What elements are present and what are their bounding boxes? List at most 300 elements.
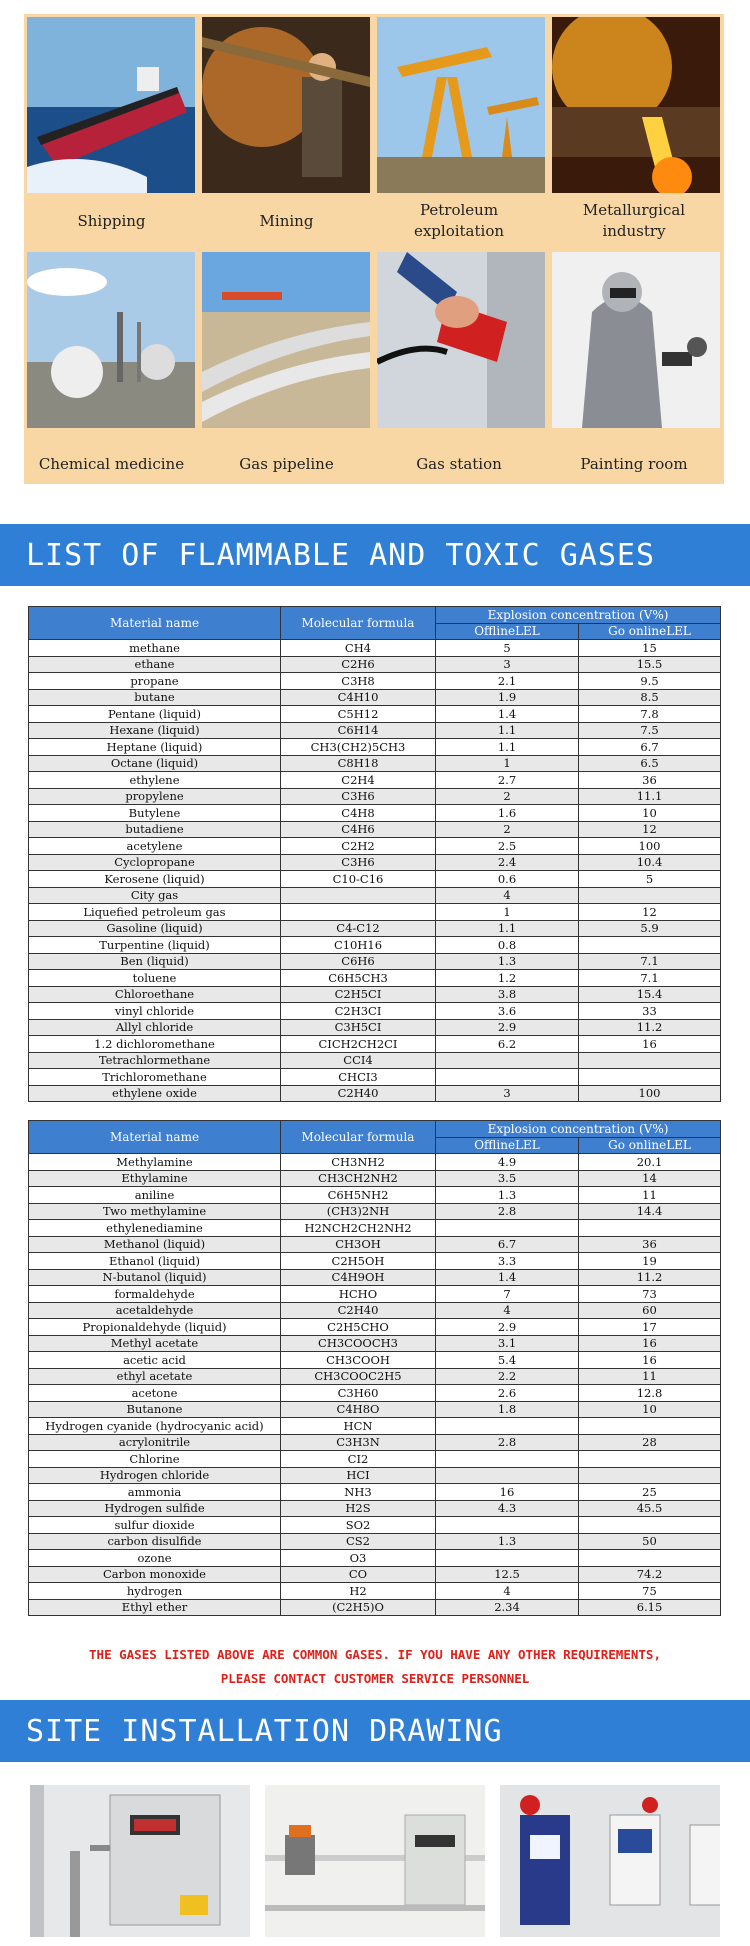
cell-online-lel: 33: [579, 1003, 721, 1020]
cell-online-lel: 5: [579, 871, 721, 888]
cell-material: Two methylamine: [29, 1203, 281, 1220]
cell-online-lel: 8.5: [579, 689, 721, 706]
applications-grid: [24, 14, 724, 484]
cell-material: Pentane (liquid): [29, 706, 281, 723]
header-online: Go onlineLEL: [579, 1137, 721, 1154]
cell-material: Propionaldehyde (liquid): [29, 1319, 281, 1336]
cell-online-lel: [579, 1517, 721, 1534]
cell-offline-lel: 12.5: [436, 1566, 579, 1583]
cell-material: Ben (liquid): [29, 953, 281, 970]
table-row: [29, 1550, 721, 1567]
cell-formula: H2NCH2CH2NH2: [281, 1220, 436, 1237]
table-row: [29, 1418, 721, 1435]
table-row: [29, 1052, 721, 1069]
cell-formula: CH3COOC2H5: [281, 1368, 436, 1385]
cell-offline-lel: 1.4: [436, 1269, 579, 1286]
cell-online-lel: 10: [579, 1401, 721, 1418]
cell-offline-lel: 1: [436, 755, 579, 772]
gas-table-2: [28, 1120, 721, 1616]
cell-material: Chlorine: [29, 1451, 281, 1468]
table-row: [29, 1566, 721, 1583]
cell-offline-lel: 16: [436, 1484, 579, 1501]
cell-formula: C2H5CI: [281, 986, 436, 1003]
cell-formula: CH3COOH: [281, 1352, 436, 1369]
cell-online-lel: 50: [579, 1533, 721, 1550]
table-row: [29, 706, 721, 723]
cell-offline-lel: 2.5: [436, 838, 579, 855]
cell-offline-lel: 1.1: [436, 722, 579, 739]
table-row: [29, 689, 721, 706]
cell-material: Kerosene (liquid): [29, 871, 281, 888]
table-row: [29, 1517, 721, 1534]
list-banner: LIST OF FLAMMABLE AND TOXIC GASES: [0, 524, 750, 586]
cell-online-lel: 100: [579, 838, 721, 855]
cell-formula: C6H5CH3: [281, 970, 436, 987]
notice-line-1: THE GASES LISTED ABOVE ARE COMMON GASES. IF YOU HAVE ANY OTHER REQUIREMENTS,: [89, 1647, 661, 1662]
table-row: [29, 772, 721, 789]
cell-material: acetic acid: [29, 1352, 281, 1369]
cell-formula: C10H16: [281, 937, 436, 954]
ship-photo: [27, 17, 195, 193]
cell-material: aniline: [29, 1187, 281, 1204]
cell-offline-lel: 2.7: [436, 772, 579, 789]
cell-material: Hexane (liquid): [29, 722, 281, 739]
table-row: [29, 805, 721, 822]
cell-material: butadiene: [29, 821, 281, 838]
cell-online-lel: 6.5: [579, 755, 721, 772]
cell-online-lel: 28: [579, 1434, 721, 1451]
cell-online-lel: 6.7: [579, 739, 721, 756]
cell-formula: HCN: [281, 1418, 436, 1435]
cell-formula: CI2: [281, 1451, 436, 1468]
gas-table-1: [28, 606, 721, 1102]
table-row: [29, 1253, 721, 1270]
cell-online-lel: 36: [579, 1236, 721, 1253]
pipeline-photo: [202, 252, 370, 428]
cell-online-lel: 7.8: [579, 706, 721, 723]
cell-material: Trichloromethane: [29, 1069, 281, 1086]
cell-offline-lel: 2.8: [436, 1434, 579, 1451]
cell-material: Heptane (liquid): [29, 739, 281, 756]
alarm-panels-photo: [500, 1785, 720, 1937]
table-row: [29, 1467, 721, 1484]
cell-formula: C2H5CHO: [281, 1319, 436, 1336]
cell-material: sulfur dioxide: [29, 1517, 281, 1534]
cell-offline-lel: 6.2: [436, 1036, 579, 1053]
cell-material: acetylene: [29, 838, 281, 855]
cell-material: Butanone: [29, 1401, 281, 1418]
site-banner: SITE INSTALLATION DRAWING: [0, 1700, 750, 1762]
cell-material: Chloroethane: [29, 986, 281, 1003]
cell-formula: C2H4: [281, 772, 436, 789]
cell-offline-lel: 1.3: [436, 1187, 579, 1204]
table-row: [29, 1019, 721, 1036]
cell-offline-lel: 3.6: [436, 1003, 579, 1020]
cell-offline-lel: 2.6: [436, 1385, 579, 1402]
cell-formula: [281, 904, 436, 921]
table-row: [29, 1599, 721, 1616]
table-row: [29, 640, 721, 657]
table-row: [29, 1170, 721, 1187]
table-row: [29, 1352, 721, 1369]
cell-material: Gasoline (liquid): [29, 920, 281, 937]
table-row: [29, 1319, 721, 1336]
molten-metal-photo: [552, 17, 720, 193]
cell-formula: CH3NH2: [281, 1154, 436, 1171]
cell-online-lel: 9.5: [579, 673, 721, 690]
cell-online-lel: [579, 1467, 721, 1484]
cell-online-lel: 16: [579, 1352, 721, 1369]
cell-online-lel: 15.5: [579, 656, 721, 673]
cell-formula: C3H6: [281, 788, 436, 805]
cell-formula: CO: [281, 1566, 436, 1583]
cell-online-lel: 11.2: [579, 1269, 721, 1286]
cell-online-lel: 16: [579, 1036, 721, 1053]
cell-offline-lel: 2.34: [436, 1599, 579, 1616]
table-row: [29, 838, 721, 855]
fuel-nozzle-photo: [377, 252, 545, 428]
caption-pipeline: Gas pipeline: [239, 454, 334, 473]
cell-online-lel: 12: [579, 821, 721, 838]
cell-offline-lel: [436, 1550, 579, 1567]
cell-offline-lel: 1.9: [436, 689, 579, 706]
cell-material: ethylene: [29, 772, 281, 789]
cell-material: ethane: [29, 656, 281, 673]
cell-formula: C2H40: [281, 1302, 436, 1319]
table-row: [29, 739, 721, 756]
cell-online-lel: 75: [579, 1583, 721, 1600]
cell-online-lel: 15.4: [579, 986, 721, 1003]
cell-offline-lel: [436, 1517, 579, 1534]
cell-online-lel: [579, 1069, 721, 1086]
mining-photo: [202, 17, 370, 193]
cell-material: Butylene: [29, 805, 281, 822]
table-row: [29, 1434, 721, 1451]
cell-material: toluene: [29, 970, 281, 987]
table-row: [29, 656, 721, 673]
table-row: [29, 1036, 721, 1053]
cell-offline-lel: 1.6: [436, 805, 579, 822]
cell-formula: C3H6: [281, 854, 436, 871]
table-row: [29, 1302, 721, 1319]
cell-online-lel: 10.4: [579, 854, 721, 871]
table-row: [29, 1484, 721, 1501]
cell-online-lel: [579, 1418, 721, 1435]
cell-online-lel: 73: [579, 1286, 721, 1303]
cell-material: Ethylamine: [29, 1170, 281, 1187]
cell-offline-lel: [436, 1451, 579, 1468]
cell-online-lel: 16: [579, 1335, 721, 1352]
cell-material: Methylamine: [29, 1154, 281, 1171]
cell-online-lel: 7.1: [579, 953, 721, 970]
table-row: [29, 1003, 721, 1020]
cell-offline-lel: 0.6: [436, 871, 579, 888]
table-row: [29, 854, 721, 871]
cell-offline-lel: 3.1: [436, 1335, 579, 1352]
cell-material: Ethyl ether: [29, 1599, 281, 1616]
cell-formula: C6H6: [281, 953, 436, 970]
cell-formula: C6H14: [281, 722, 436, 739]
header-formula: Molecular formula: [281, 607, 436, 640]
cell-material: Methanol (liquid): [29, 1236, 281, 1253]
cell-material: Hydrogen cyanide (hydrocyanic acid): [29, 1418, 281, 1435]
caption-painting-room: Painting room: [580, 454, 688, 473]
cell-formula: CH3(CH2)5CH3: [281, 739, 436, 756]
cell-material: acrylonitrile: [29, 1434, 281, 1451]
cell-online-lel: [579, 937, 721, 954]
cell-formula: C4H10: [281, 689, 436, 706]
cell-offline-lel: [436, 1052, 579, 1069]
cell-online-lel: 11.1: [579, 788, 721, 805]
cell-formula: C4H8: [281, 805, 436, 822]
cell-material: formaldehyde: [29, 1286, 281, 1303]
cell-material: Ethanol (liquid): [29, 1253, 281, 1270]
cell-offline-lel: 2.8: [436, 1203, 579, 1220]
table-row: [29, 1335, 721, 1352]
cell-offline-lel: 2.1: [436, 673, 579, 690]
cell-offline-lel: [436, 1069, 579, 1086]
caption-metallurgical: Metallurgical industry: [582, 201, 686, 240]
cell-material: Turpentine (liquid): [29, 937, 281, 954]
cell-material: Liquefied petroleum gas: [29, 904, 281, 921]
cell-online-lel: 7.5: [579, 722, 721, 739]
cell-material: Hydrogen chloride: [29, 1467, 281, 1484]
cell-online-lel: 5.9: [579, 920, 721, 937]
table-row: [29, 1385, 721, 1402]
table-row: [29, 953, 721, 970]
table-row: [29, 937, 721, 954]
cell-formula: C3H60: [281, 1385, 436, 1402]
cell-offline-lel: 1: [436, 904, 579, 921]
cell-offline-lel: 3: [436, 656, 579, 673]
caption-gas-station: Gas station: [416, 454, 502, 473]
cell-formula: C2H5OH: [281, 1253, 436, 1270]
cell-formula: C4H9OH: [281, 1269, 436, 1286]
table-row: [29, 722, 721, 739]
table-row: [29, 1085, 721, 1102]
cell-formula: (C2H5)O: [281, 1599, 436, 1616]
header-online: Go onlineLEL: [579, 623, 721, 640]
cell-online-lel: 25: [579, 1484, 721, 1501]
cell-formula: C3H5CI: [281, 1019, 436, 1036]
cell-online-lel: 60: [579, 1302, 721, 1319]
table-row: [29, 1286, 721, 1303]
cell-material: butane: [29, 689, 281, 706]
cell-formula: CHCI3: [281, 1069, 436, 1086]
cell-formula: C4H8O: [281, 1401, 436, 1418]
cell-offline-lel: [436, 1467, 579, 1484]
table-row: [29, 788, 721, 805]
cell-offline-lel: 4: [436, 887, 579, 904]
cell-online-lel: [579, 1550, 721, 1567]
table-row: [29, 970, 721, 987]
caption-petroleum: Petroleum exploitation: [413, 201, 505, 240]
spray-painter-photo: [552, 252, 720, 428]
cell-material: hydrogen: [29, 1583, 281, 1600]
cell-offline-lel: 4.3: [436, 1500, 579, 1517]
cell-online-lel: 10: [579, 805, 721, 822]
cell-offline-lel: 1.1: [436, 920, 579, 937]
cell-offline-lel: 3.3: [436, 1253, 579, 1270]
cell-formula: C8H18: [281, 755, 436, 772]
cell-material: ozone: [29, 1550, 281, 1567]
cell-material: Methyl acetate: [29, 1335, 281, 1352]
cell-material: Octane (liquid): [29, 755, 281, 772]
cell-offline-lel: 0.8: [436, 937, 579, 954]
cell-material: Cyclopropane: [29, 854, 281, 871]
cell-formula: C10-C16: [281, 871, 436, 888]
cell-offline-lel: 2.2: [436, 1368, 579, 1385]
cell-formula: (CH3)2NH: [281, 1203, 436, 1220]
cell-material: ammonia: [29, 1484, 281, 1501]
cell-online-lel: [579, 887, 721, 904]
cell-formula: CH3CH2NH2: [281, 1170, 436, 1187]
table-row: [29, 1154, 721, 1171]
cell-formula: C2H40: [281, 1085, 436, 1102]
cell-material: N-butanol (liquid): [29, 1269, 281, 1286]
cell-formula: [281, 887, 436, 904]
cell-offline-lel: 2.4: [436, 854, 579, 871]
cell-online-lel: 19: [579, 1253, 721, 1270]
cell-formula: C2H2: [281, 838, 436, 855]
cell-material: ethyl acetate: [29, 1368, 281, 1385]
cell-online-lel: [579, 1451, 721, 1468]
cell-offline-lel: 7: [436, 1286, 579, 1303]
cell-formula: C3H3N: [281, 1434, 436, 1451]
cell-material: acetone: [29, 1385, 281, 1402]
cell-online-lel: 11: [579, 1368, 721, 1385]
header-explosion: Explosion concentration (V%): [436, 607, 721, 624]
cell-offline-lel: 3.5: [436, 1170, 579, 1187]
header-explosion: Explosion concentration (V%): [436, 1121, 721, 1138]
table-row: [29, 1269, 721, 1286]
oil-pump-photo: [377, 17, 545, 193]
cell-formula: C3H8: [281, 673, 436, 690]
header-offline: OfflineLEL: [436, 1137, 579, 1154]
cell-online-lel: 74.2: [579, 1566, 721, 1583]
cell-material: City gas: [29, 887, 281, 904]
caption-shipping: Shipping: [77, 211, 146, 230]
table-row: [29, 920, 721, 937]
cell-offline-lel: 3: [436, 1085, 579, 1102]
caption-mining: Mining: [259, 211, 314, 230]
table-row: [29, 1368, 721, 1385]
table-row: [29, 904, 721, 921]
applications-row-2: [24, 249, 724, 484]
cell-offline-lel: 2: [436, 821, 579, 838]
cell-offline-lel: 1.3: [436, 953, 579, 970]
cell-offline-lel: 1.8: [436, 1401, 579, 1418]
wall-detector-photo: [30, 1785, 250, 1937]
table-row: [29, 1451, 721, 1468]
cell-formula: CH4: [281, 640, 436, 657]
cell-online-lel: 20.1: [579, 1154, 721, 1171]
cell-material: propane: [29, 673, 281, 690]
cell-online-lel: 7.1: [579, 970, 721, 987]
cell-offline-lel: 2.9: [436, 1319, 579, 1336]
cell-material: ethylenediamine: [29, 1220, 281, 1237]
cell-offline-lel: 4: [436, 1583, 579, 1600]
cell-online-lel: 100: [579, 1085, 721, 1102]
table-row: [29, 673, 721, 690]
cell-online-lel: 14: [579, 1170, 721, 1187]
cell-formula: C4H6: [281, 821, 436, 838]
cell-material: ethylene oxide: [29, 1085, 281, 1102]
table-row: [29, 821, 721, 838]
cell-formula: C4-C12: [281, 920, 436, 937]
cell-formula: CICH2CH2CI: [281, 1036, 436, 1053]
cell-offline-lel: 4: [436, 1302, 579, 1319]
header-material: Material name: [29, 607, 281, 640]
cell-offline-lel: [436, 1220, 579, 1237]
cell-online-lel: 15: [579, 640, 721, 657]
table-row: [29, 1401, 721, 1418]
cell-offline-lel: 2.9: [436, 1019, 579, 1036]
cell-offline-lel: 1.2: [436, 970, 579, 987]
cell-offline-lel: 6.7: [436, 1236, 579, 1253]
cell-offline-lel: 5.4: [436, 1352, 579, 1369]
cell-formula: C6H5NH2: [281, 1187, 436, 1204]
table-row: [29, 1220, 721, 1237]
cell-material: Allyl chloride: [29, 1019, 281, 1036]
cell-formula: CH3OH: [281, 1236, 436, 1253]
cell-formula: SO2: [281, 1517, 436, 1534]
cell-material: Tetrachlormethane: [29, 1052, 281, 1069]
cell-offline-lel: 5: [436, 640, 579, 657]
cell-formula: CCI4: [281, 1052, 436, 1069]
cell-material: propylene: [29, 788, 281, 805]
cell-online-lel: 17: [579, 1319, 721, 1336]
notice: [0, 1643, 750, 1691]
header-formula: Molecular formula: [281, 1121, 436, 1154]
table-row: [29, 1500, 721, 1517]
table-row: [29, 871, 721, 888]
cell-offline-lel: 1.1: [436, 739, 579, 756]
cell-formula: CS2: [281, 1533, 436, 1550]
header-material: Material name: [29, 1121, 281, 1154]
cell-online-lel: [579, 1052, 721, 1069]
table-row: [29, 1069, 721, 1086]
table-row: [29, 1187, 721, 1204]
cell-online-lel: 14.4: [579, 1203, 721, 1220]
cell-formula: CH3COOCH3: [281, 1335, 436, 1352]
table-row: [29, 1203, 721, 1220]
cell-offline-lel: 1.4: [436, 706, 579, 723]
cell-online-lel: 11.2: [579, 1019, 721, 1036]
cell-formula: HCHO: [281, 1286, 436, 1303]
cell-online-lel: 45.5: [579, 1500, 721, 1517]
notice-line-2: PLEASE CONTACT CUSTOMER SERVICE PERSONNEL: [220, 1671, 530, 1686]
cell-formula: C2H3CI: [281, 1003, 436, 1020]
cell-material: carbon disulfide: [29, 1533, 281, 1550]
cell-offline-lel: [436, 1418, 579, 1435]
cell-material: 1.2 dichloromethane: [29, 1036, 281, 1053]
cell-offline-lel: 2: [436, 788, 579, 805]
table-row: [29, 1583, 721, 1600]
cell-online-lel: 12.8: [579, 1385, 721, 1402]
chemical-plant-photo: [27, 252, 195, 428]
table-row: [29, 986, 721, 1003]
caption-chemical: Chemical medicine: [38, 454, 185, 473]
table-row: [29, 887, 721, 904]
cell-formula: NH3: [281, 1484, 436, 1501]
cell-offline-lel: 3.8: [436, 986, 579, 1003]
cell-formula: HCI: [281, 1467, 436, 1484]
cell-formula: C5H12: [281, 706, 436, 723]
cell-material: methane: [29, 640, 281, 657]
header-offline: OfflineLEL: [436, 623, 579, 640]
cell-offline-lel: 4.9: [436, 1154, 579, 1171]
